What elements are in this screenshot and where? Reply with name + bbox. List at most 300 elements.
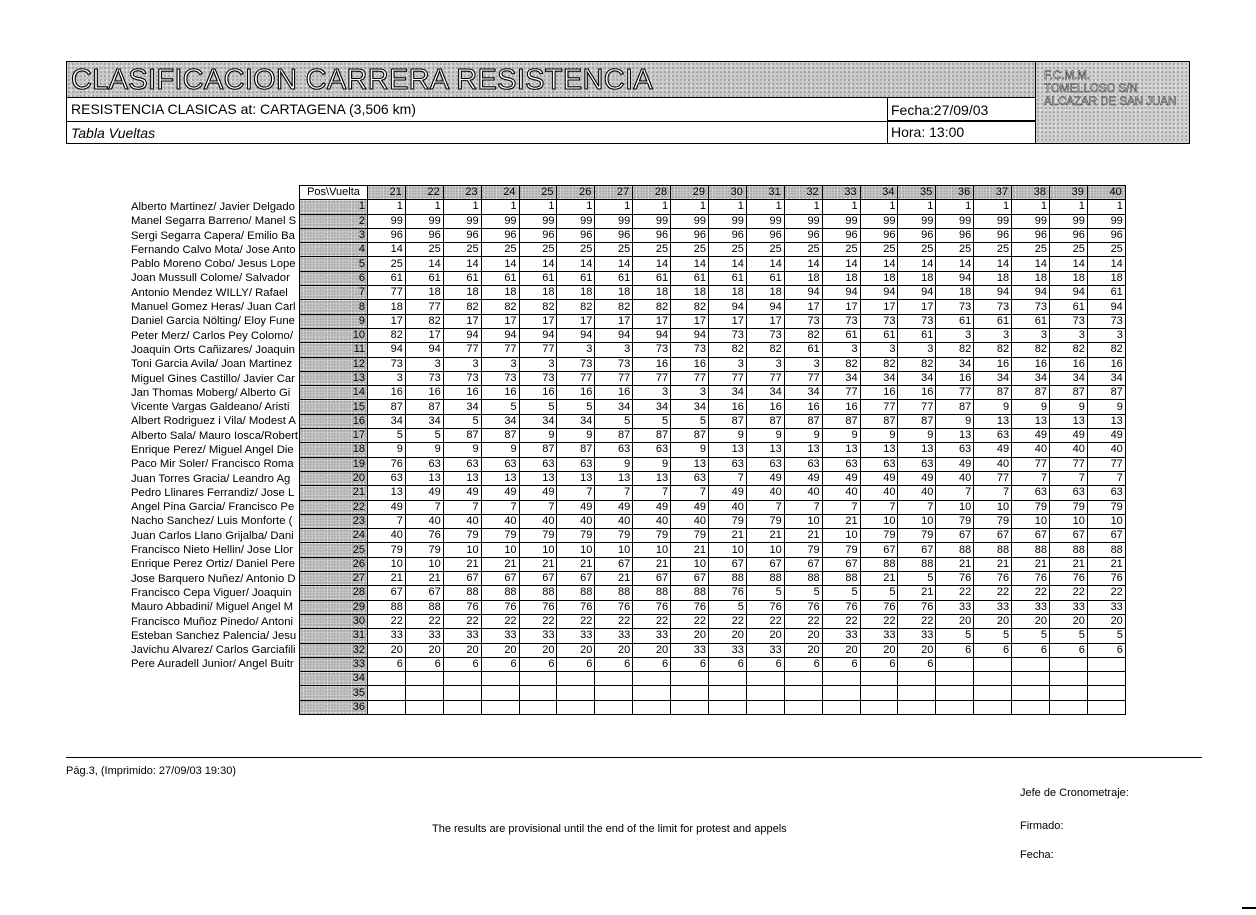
dorsal-cell: 22 (822, 614, 860, 628)
dorsal-cell: 94 (746, 300, 784, 314)
dorsal-cell: 94 (1050, 286, 1088, 300)
dorsal-cell: 67 (974, 529, 1012, 543)
dorsal-cell: 34 (746, 386, 784, 400)
report-title: CLASIFICACION CARRERA RESISTENCIA (71, 64, 653, 96)
dorsal-cell: 13 (784, 443, 822, 457)
dorsal-cell (936, 672, 974, 686)
dorsal-cell: 13 (822, 443, 860, 457)
dorsal-cell: 16 (519, 386, 557, 400)
position-cell: 23 (300, 514, 368, 528)
dorsal-cell: 20 (405, 643, 443, 657)
dorsal-cell: 79 (405, 543, 443, 557)
dorsal-cell: 18 (405, 286, 443, 300)
dorsal-cell: 87 (519, 443, 557, 457)
dorsal-cell: 25 (519, 243, 557, 257)
dorsal-cell: 40 (443, 514, 481, 528)
table-row (300, 257, 1126, 271)
dorsal-cell: 82 (1012, 343, 1050, 357)
table-subtitle: Tabla Vueltas (71, 125, 156, 141)
dorsal-cell: 17 (671, 314, 709, 328)
position-cell: 3 (300, 228, 368, 242)
table-row (300, 600, 1126, 614)
dorsal-cell: 9 (936, 414, 974, 428)
dorsal-cell: 40 (671, 514, 709, 528)
dorsal-cell: 87 (1012, 386, 1050, 400)
dorsal-cell: 3 (557, 343, 595, 357)
dorsal-cell: 67 (784, 557, 822, 571)
dorsal-cell (671, 700, 709, 714)
dorsal-cell: 33 (557, 629, 595, 643)
dorsal-cell: 13 (519, 471, 557, 485)
report-header (66, 61, 1190, 144)
dorsal-cell: 73 (633, 343, 671, 357)
dorsal-cell: 88 (898, 557, 936, 571)
dorsal-cell: 20 (1087, 614, 1125, 628)
dorsal-cell: 82 (860, 357, 898, 371)
dorsal-cell: 76 (784, 600, 822, 614)
table-row (300, 557, 1126, 571)
dorsal-cell: 9 (671, 443, 709, 457)
dorsal-cell: 10 (1087, 514, 1125, 528)
dorsal-cell: 25 (746, 243, 784, 257)
dorsal-cell: 99 (746, 214, 784, 228)
dorsal-cell: 7 (557, 486, 595, 500)
dorsal-cell: 67 (822, 557, 860, 571)
dorsal-cell: 21 (443, 557, 481, 571)
dorsal-cell (822, 672, 860, 686)
position-cell: 31 (300, 629, 368, 643)
dorsal-cell (1050, 657, 1088, 671)
dorsal-cell: 96 (368, 228, 406, 242)
dorsal-cell: 33 (405, 629, 443, 643)
dorsal-cell: 5 (1012, 629, 1050, 643)
dorsal-cell: 9 (822, 429, 860, 443)
dorsal-cell: 88 (822, 572, 860, 586)
dorsal-cell: 99 (974, 214, 1012, 228)
dorsal-cell: 94 (633, 328, 671, 342)
dorsal-cell: 33 (481, 629, 519, 643)
competitor-name: Angel Pina Garcia/ Francisco Pe (131, 501, 295, 514)
dorsal-cell: 33 (936, 600, 974, 614)
dorsal-cell: 17 (746, 314, 784, 328)
dorsal-cell: 20 (822, 643, 860, 657)
dorsal-cell: 10 (936, 500, 974, 514)
dorsal-cell: 21 (481, 557, 519, 571)
dorsal-cell (974, 700, 1012, 714)
dorsal-cell: 33 (746, 643, 784, 657)
dorsal-cell: 40 (519, 514, 557, 528)
dorsal-cell: 49 (405, 486, 443, 500)
dorsal-cell: 3 (974, 328, 1012, 342)
dorsal-cell: 22 (784, 614, 822, 628)
dorsal-cell: 20 (784, 643, 822, 657)
dorsal-cell: 96 (746, 228, 784, 242)
position-cell: 35 (300, 686, 368, 700)
dorsal-cell (974, 672, 1012, 686)
dorsal-cell: 5 (898, 572, 936, 586)
dorsal-cell: 6 (443, 657, 481, 671)
dorsal-cell: 20 (1050, 614, 1088, 628)
dorsal-cell: 34 (898, 371, 936, 385)
dorsal-cell: 49 (746, 471, 784, 485)
dorsal-cell: 18 (1087, 271, 1125, 285)
dorsal-cell: 88 (1087, 543, 1125, 557)
dorsal-cell: 3 (1012, 328, 1050, 342)
dorsal-cell: 82 (1050, 343, 1088, 357)
dorsal-cell: 67 (746, 557, 784, 571)
laps-header-row (300, 186, 1126, 200)
table-row (300, 286, 1126, 300)
dorsal-cell: 9 (633, 457, 671, 471)
dorsal-cell: 20 (1012, 614, 1050, 628)
dorsal-cell: 10 (595, 543, 633, 557)
dorsal-cell: 61 (481, 271, 519, 285)
dorsal-cell: 82 (784, 328, 822, 342)
dorsal-cell: 40 (595, 514, 633, 528)
dorsal-cell: 7 (443, 500, 481, 514)
dorsal-cell: 63 (709, 457, 747, 471)
dorsal-cell: 5 (746, 586, 784, 600)
dorsal-cell: 14 (1087, 257, 1125, 271)
dorsal-cell: 94 (974, 286, 1012, 300)
signature-date-label: Fecha: (1020, 849, 1054, 861)
dorsal-cell: 5 (1050, 629, 1088, 643)
dorsal-cell: 49 (595, 500, 633, 514)
position-cell: 5 (300, 257, 368, 271)
dorsal-cell: 10 (784, 514, 822, 528)
dorsal-cell: 73 (671, 343, 709, 357)
dorsal-cell: 16 (1012, 357, 1050, 371)
dorsal-cell: 67 (633, 572, 671, 586)
dorsal-cell: 77 (860, 400, 898, 414)
dorsal-cell (974, 686, 1012, 700)
dorsal-cell: 21 (671, 543, 709, 557)
table-row (300, 686, 1126, 700)
dorsal-cell: 7 (595, 486, 633, 500)
dorsal-cell: 16 (746, 400, 784, 414)
dorsal-cell: 14 (784, 257, 822, 271)
dorsal-cell: 10 (443, 543, 481, 557)
dorsal-cell: 96 (405, 228, 443, 242)
dorsal-cell: 21 (557, 557, 595, 571)
dorsal-cell: 82 (633, 300, 671, 314)
table-row (300, 700, 1126, 714)
competitor-name: Francisco Muñoz Pinedo/ Antoni (131, 615, 294, 628)
table-row (300, 429, 1126, 443)
dorsal-cell: 87 (443, 429, 481, 443)
dorsal-cell: 96 (595, 228, 633, 242)
dorsal-cell: 9 (519, 429, 557, 443)
dorsal-cell: 1 (936, 200, 974, 214)
dorsal-cell (481, 686, 519, 700)
dorsal-cell: 22 (519, 614, 557, 628)
table-row (300, 200, 1126, 214)
dorsal-cell: 7 (633, 486, 671, 500)
position-cell: 22 (300, 500, 368, 514)
dorsal-cell: 5 (368, 429, 406, 443)
competitor-name: Antonio Mendez WILLY/ Rafael (131, 286, 288, 299)
dorsal-cell: 77 (368, 286, 406, 300)
dorsal-cell: 79 (481, 529, 519, 543)
dorsal-cell: 10 (709, 543, 747, 557)
dorsal-cell: 67 (443, 572, 481, 586)
dorsal-cell: 87 (709, 414, 747, 428)
dorsal-cell: 9 (595, 457, 633, 471)
dorsal-cell: 96 (557, 228, 595, 242)
dorsal-cell: 87 (368, 400, 406, 414)
position-cell: 29 (300, 600, 368, 614)
dorsal-cell: 22 (1050, 586, 1088, 600)
lap-header: 21 (368, 186, 406, 200)
competitor-name: Peter Merz/ Carlos Pey Colomo/ (131, 329, 293, 342)
dorsal-cell: 22 (709, 614, 747, 628)
dorsal-cell: 33 (822, 629, 860, 643)
dorsal-cell: 79 (709, 514, 747, 528)
dorsal-cell: 77 (784, 371, 822, 385)
dorsal-cell: 94 (1087, 300, 1125, 314)
dorsal-cell: 79 (368, 543, 406, 557)
dorsal-cell: 94 (595, 328, 633, 342)
position-cell: 25 (300, 543, 368, 557)
dorsal-cell: 5 (1087, 629, 1125, 643)
dorsal-cell: 7 (898, 500, 936, 514)
dorsal-cell: 87 (1087, 386, 1125, 400)
dorsal-cell: 13 (860, 443, 898, 457)
dorsal-cell: 96 (784, 228, 822, 242)
dorsal-cell: 77 (1012, 457, 1050, 471)
dorsal-cell: 61 (1087, 286, 1125, 300)
dorsal-cell: 18 (368, 300, 406, 314)
dorsal-cell: 18 (519, 286, 557, 300)
dorsal-cell: 10 (481, 543, 519, 557)
table-row (300, 500, 1126, 514)
dorsal-cell (557, 672, 595, 686)
competitor-name: Pablo Moreno Cobo/ Jesus Lope (131, 258, 296, 271)
dorsal-cell: 34 (519, 414, 557, 428)
position-cell: 10 (300, 328, 368, 342)
dorsal-cell: 63 (1050, 486, 1088, 500)
dorsal-cell: 1 (898, 200, 936, 214)
dorsal-cell: 7 (519, 500, 557, 514)
dorsal-cell (784, 672, 822, 686)
dorsal-cell: 99 (1050, 214, 1088, 228)
dorsal-cell: 16 (633, 357, 671, 371)
dorsal-cell: 76 (368, 457, 406, 471)
dorsal-cell: 7 (709, 471, 747, 485)
dorsal-cell: 21 (368, 572, 406, 586)
dorsal-cell: 34 (860, 371, 898, 385)
dorsal-cell: 63 (860, 457, 898, 471)
dorsal-cell: 33 (1087, 600, 1125, 614)
dorsal-cell: 22 (443, 614, 481, 628)
dorsal-cell: 34 (1087, 371, 1125, 385)
dorsal-cell: 87 (671, 429, 709, 443)
lap-header: 29 (671, 186, 709, 200)
dorsal-cell: 16 (709, 400, 747, 414)
laps-table (299, 185, 1126, 715)
dorsal-cell: 17 (633, 314, 671, 328)
position-cell: 16 (300, 414, 368, 428)
dorsal-cell (405, 672, 443, 686)
dorsal-cell: 21 (405, 572, 443, 586)
dorsal-cell: 21 (1050, 557, 1088, 571)
dorsal-cell: 99 (860, 214, 898, 228)
dorsal-cell: 6 (974, 643, 1012, 657)
dorsal-cell (1050, 700, 1088, 714)
lap-header: 39 (1050, 186, 1088, 200)
dorsal-cell: 61 (746, 271, 784, 285)
dorsal-cell: 20 (898, 643, 936, 657)
dorsal-cell: 6 (1087, 643, 1125, 657)
dorsal-cell: 61 (519, 271, 557, 285)
dorsal-cell: 14 (519, 257, 557, 271)
table-row (300, 486, 1126, 500)
dorsal-cell: 63 (784, 457, 822, 471)
report-date: Fecha:27/09/03 (891, 102, 989, 118)
dorsal-cell: 34 (633, 400, 671, 414)
dorsal-cell: 6 (822, 657, 860, 671)
dorsal-cell: 94 (936, 271, 974, 285)
dorsal-cell: 88 (709, 572, 747, 586)
dorsal-cell: 76 (936, 572, 974, 586)
dorsal-cell: 87 (405, 400, 443, 414)
table-row (300, 371, 1126, 385)
lap-header: 27 (595, 186, 633, 200)
competitor-name: Manel Segarra Barreno/ Manel S (131, 215, 297, 228)
dorsal-cell: 76 (898, 600, 936, 614)
dorsal-cell: 63 (595, 443, 633, 457)
dorsal-cell: 6 (671, 657, 709, 671)
dorsal-cell: 63 (1012, 486, 1050, 500)
dorsal-cell: 87 (481, 429, 519, 443)
dorsal-cell: 96 (898, 228, 936, 242)
dorsal-cell: 18 (443, 286, 481, 300)
dorsal-cell: 6 (1050, 643, 1088, 657)
dorsal-cell (405, 700, 443, 714)
dorsal-cell: 99 (405, 214, 443, 228)
dorsal-cell: 63 (368, 471, 406, 485)
dorsal-cell: 79 (519, 529, 557, 543)
dorsal-cell: 67 (1012, 529, 1050, 543)
dorsal-cell: 88 (368, 600, 406, 614)
dorsal-cell: 22 (671, 614, 709, 628)
dorsal-cell (405, 686, 443, 700)
dorsal-cell: 96 (519, 228, 557, 242)
dorsal-cell: 61 (368, 271, 406, 285)
competitor-name: Mauro Abbadini/ Miguel Angel M (131, 601, 294, 614)
dorsal-cell: 76 (481, 600, 519, 614)
dorsal-cell: 9 (898, 429, 936, 443)
dorsal-cell: 77 (481, 343, 519, 357)
dorsal-cell: 67 (519, 572, 557, 586)
dorsal-cell (936, 700, 974, 714)
competitor-name: Juan Carlos Llano Grijalba/ Dani (131, 529, 294, 542)
dorsal-cell: 13 (746, 443, 784, 457)
dorsal-cell: 17 (784, 300, 822, 314)
dorsal-cell: 14 (746, 257, 784, 271)
dorsal-cell: 73 (936, 300, 974, 314)
dorsal-cell: 17 (898, 300, 936, 314)
dorsal-cell: 22 (1087, 586, 1125, 600)
dorsal-cell: 5 (860, 586, 898, 600)
dorsal-cell: 82 (822, 357, 860, 371)
dorsal-cell: 99 (595, 214, 633, 228)
organizer-line: F.C.M.M. (1044, 70, 1090, 82)
dorsal-cell: 79 (595, 529, 633, 543)
dorsal-cell: 21 (822, 514, 860, 528)
dorsal-cell (709, 672, 747, 686)
lap-header: 28 (633, 186, 671, 200)
dorsal-cell: 73 (595, 357, 633, 371)
dorsal-cell: 18 (671, 286, 709, 300)
dorsal-cell: 79 (936, 514, 974, 528)
dorsal-cell: 17 (595, 314, 633, 328)
dorsal-cell: 94 (784, 286, 822, 300)
dorsal-cell: 7 (822, 500, 860, 514)
dorsal-cell: 79 (1050, 500, 1088, 514)
dorsal-cell: 9 (481, 443, 519, 457)
dorsal-cell (595, 686, 633, 700)
dorsal-cell: 14 (1012, 257, 1050, 271)
dorsal-cell (860, 672, 898, 686)
dorsal-cell: 67 (671, 572, 709, 586)
position-cell: 19 (300, 457, 368, 471)
dorsal-cell: 1 (860, 200, 898, 214)
dorsal-cell: 14 (443, 257, 481, 271)
competitor-name: Joan Mussull Colome/ Salvador (131, 272, 290, 285)
dorsal-cell: 5 (822, 586, 860, 600)
dorsal-cell: 77 (898, 400, 936, 414)
dorsal-cell: 6 (405, 657, 443, 671)
dorsal-cell: 10 (1012, 514, 1050, 528)
dorsal-cell: 77 (595, 371, 633, 385)
dorsal-cell: 14 (898, 257, 936, 271)
dorsal-cell: 25 (898, 243, 936, 257)
dorsal-cell: 49 (671, 500, 709, 514)
dorsal-cell (368, 700, 406, 714)
dorsal-cell: 63 (671, 471, 709, 485)
dorsal-cell: 82 (936, 343, 974, 357)
dorsal-cell: 13 (936, 429, 974, 443)
dorsal-cell: 6 (898, 657, 936, 671)
dorsal-cell: 88 (1050, 543, 1088, 557)
dorsal-cell (443, 700, 481, 714)
dorsal-cell: 16 (443, 386, 481, 400)
dorsal-cell: 77 (671, 371, 709, 385)
dorsal-cell: 1 (1087, 200, 1125, 214)
dorsal-cell: 9 (368, 443, 406, 457)
dorsal-cell: 22 (974, 586, 1012, 600)
dorsal-cell: 76 (443, 600, 481, 614)
lap-header: 23 (443, 186, 481, 200)
dorsal-cell: 16 (671, 357, 709, 371)
dorsal-cell (519, 686, 557, 700)
dorsal-cell (1012, 700, 1050, 714)
position-cell: 21 (300, 486, 368, 500)
dorsal-cell: 40 (368, 529, 406, 543)
competitor-name: Javichu Alvarez/ Carlos Garciafili (131, 644, 296, 657)
dorsal-cell: 1 (822, 200, 860, 214)
lap-header: 22 (405, 186, 443, 200)
dorsal-cell: 3 (898, 343, 936, 357)
competitor-name: Nacho Sanchez/ Luis Monforte ( (131, 515, 293, 528)
dorsal-cell: 14 (368, 243, 406, 257)
table-row (300, 357, 1126, 371)
dorsal-cell: 7 (784, 500, 822, 514)
dorsal-cell: 3 (671, 386, 709, 400)
dorsal-cell (671, 672, 709, 686)
dorsal-cell: 9 (784, 429, 822, 443)
